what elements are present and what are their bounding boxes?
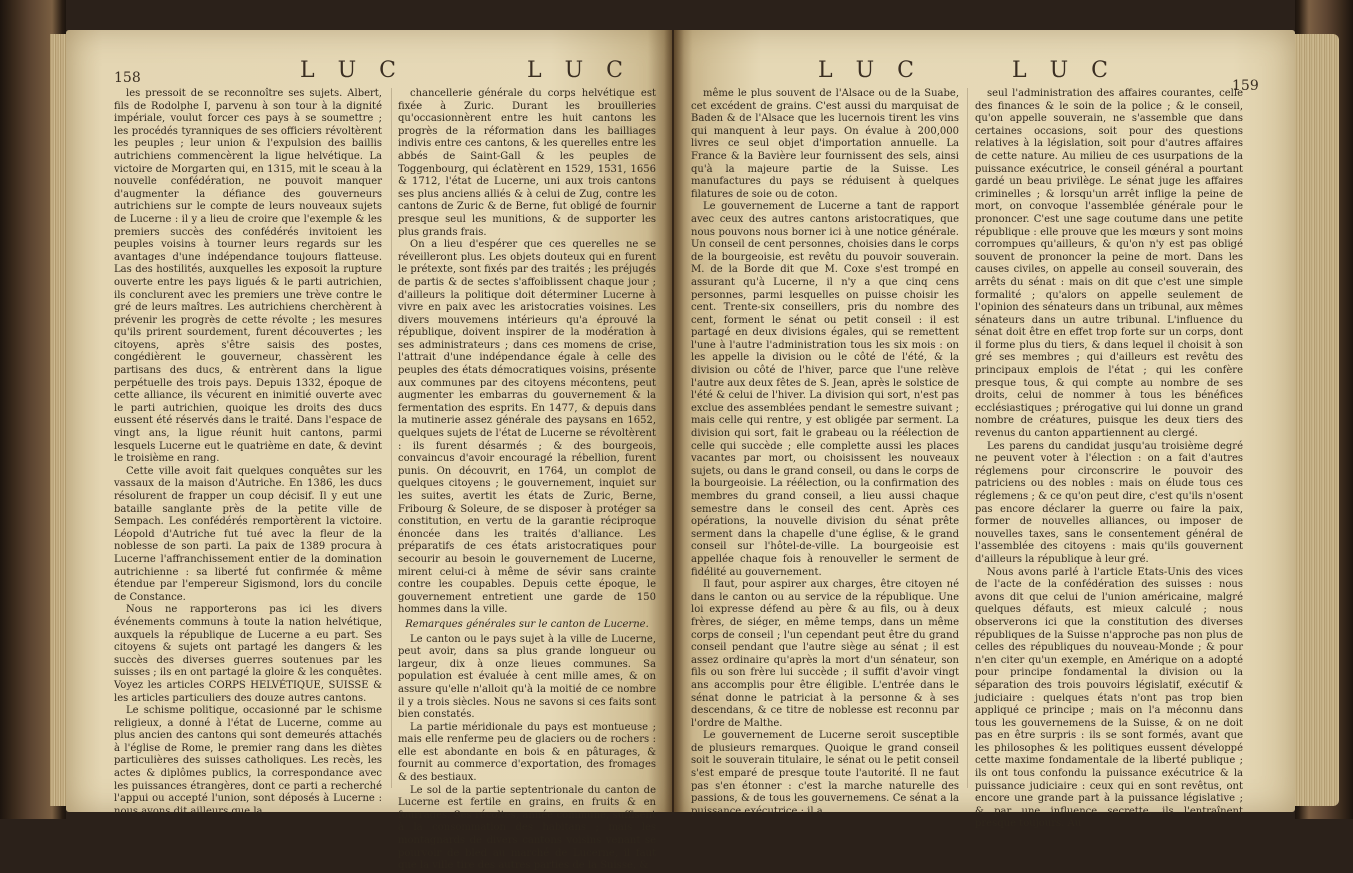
book-gutter: [664, 30, 684, 812]
paragraph: Le gouvernement de Lucerne seroit susceptible de plusieurs remarques. Quoique le grand conseil soit le souverain titulaire, le sénat ou le petit conseil s'est emparé de presque toute l'autorité. Il ne faut pas s'en étonner : c'est la marche naturelle des passions, & de tous les gouvernemens. Ce sénat a la puissance exécutrice ; il a: [691, 730, 959, 817]
paragraph: Il faut, pour aspirer aux charges, être citoyen né dans le canton ou au service de la république. Une loi expresse défend au père & au fils, ou à deux frères, de siéger, en même temps, dans un même corps de conseil ; l'un cependant peut être du grand conseil pendant que l'autre siège au sénat ; il est assez ordinaire qu'après la mort d'un sénateur, son fils ou son frère lui succède ; il suffit d'avoir vingt ans accomplis pour être éligible. L'entrée dans le sénat donne le patriciat à la personne & à ses descendans, & ce titre de noblesse est reconnu par l'ordre de Malthe.: [691, 579, 959, 729]
paragraph: chancellerie générale du corps helvétique est fixée à Zuric. Durant les brouilleries qu'occasionnèrent entre les huit cantons les progrès de la réformation dans les bailliages indivis entre ces cantons, & les querelles entre les abbés de Saint-Gall & les peuples de Toggenbourg, qui éclatèrent en 1529, 1531, 1656 & 1712, l'état de Lucerne, uni aux trois cantons ses plus anciens alliés & à celui de Zug, contre les cantons de Zuric & de Berne, fut obligé de fournir presque seul les munitions, & de supporter les plus grands frais.: [398, 88, 656, 238]
left-header-right: L U C: [527, 58, 631, 83]
paragraph: Cette ville avoit fait quelques conquêtes sur les vassaux de la maison d'Autriche. En 1386, les ducs résolurent de frapper un coup décisif. Il y eut une bataille sanglante près de la petite ville de Sempach. Les confédérés remportèrent la victoire. Léopold d'Autriche fut tué avec la fleur de la noblesse de son parti. La paix de 1389 procura à Lucerne l'affranchissement entier de la domination autrichienne : sa liberté fut confirmée & même étendue par l'empereur Sigismond, lors du concile de Constance.: [114, 465, 382, 603]
paragraph: Nous ne rapporterons pas ici les divers événements communs à toute la nation helvétique, auxquels la république de Lucerne a eu part. Ses citoyens & sujets ont partagé les dangers & les succès des diverses guerres soutenues par les suisses ; ils en ont partagé la gloire & les conquêtes. Voyez les articles CORPS HELVÉTIQUE, SUISSE & les articles particuliers des douze autres cantons.: [114, 604, 382, 704]
section-heading: Remarques générales sur le canton de Lucerne.: [405, 618, 649, 630]
column-rule: [391, 88, 392, 788]
paragraph: Nous avons parlé à l'article Etats-Unis des vices de l'acte de la confédération des suisses : nous avons dit que celui de l'union américaine, malgré quelques défauts, est mieux calculé ; nous observerons ici que la constitution des diverses républiques de la Suisse n'approche pas non plus de celles des républiques du nouveau-Monde ; & pour n'en citer qu'un exemple, en Amérique on a adopté pour principe fondamental la division ou la séparation des trois pouvoirs législatif, exécutif & judiciaire : quelques états n'ont pas trop bien appliqué ce principe ; mais on l'a méconnu dans tous les gouvernemens de la Suisse, & on ne doit pas en être surpris : ils se sont formés, avant que les philosophes & les politiques eussent développé cette maxime fondamentale de la liberté publique ; ils ont tous confondu la puissance exécutrice & la puissance judiciaire : ceux qui en sont revêtus, ont encore une grande part à la puissance législative ; & par une influence secrette, ils l'entraînent presque toujours. Au: [975, 566, 1243, 830]
paragraph: Le schisme politique, occasionné par le schisme religieux, a donné à l'état de Lucerne, comme au plus ancien des cantons qui sont demeurés attachés à l'église de Rome, le premier rang dans les diètes particulières des suisses catholiques. Les recès, les actes & diplômes publics, la correspondance avec les puissances étrangères, dont ce parti a recherché l'appui ou accepté l'union, sont déposés à Lucerne : nous avons dit ailleurs que la: [114, 705, 382, 817]
paragraph: les pressoit de se reconnoître ses sujets. Albert, fils de Rodolphe I, parvenu à son tour à la dignité impériale, voulut forcer ces pays à se soumettre ; les procédés tyranniques de ses officiers révoltèrent les peuples ; leur union & l'expulsion des baillis autrichiens commencèrent la ligue helvétique. La victoire de Morgarten qui, en 1315, mit le sceau à la nouvelle confédération, ne pouvoit manquer d'augmenter la défiance des gouverneurs autrichiens sur le compte de leurs nouveaux sujets de Lucerne : il y a lieu de croire que l'exemple & les premiers succès des confédérés invitoient les peuples voisins à tourner leurs regards sur les avantages d'une indépendance toujours flatteuse. Las des hostilités, auxquelles les exposoit la rupture ouverte entre les pays ligués & le parti autrichien, ils conclurent avec les premiers une trève contre le gré de leurs maîtres. Les autrichiens cherchèrent à prévenir les progrès de cette révolte ; les mesures qu'ils prirent sourdement, furent découvertes ; les citoyens, après s'être saisis des postes, congédièrent le gouverneur, chassèrent les partisans des ducs, & entrèrent dans la ligue perpétuelle des trois pays. Depuis 1332, époque de cette alliance, ils vécurent en inimitié ouverte avec le parti autrichien, quoique les droits des ducs eussent été réservés dans le traité. Dans l'espace de vingt ans, la ligue réunit huit cantons, parmi lesquels Lucerne eut le quatrième en date, & devint le troisième en rang.: [114, 88, 382, 465]
paragraph: Le gouvernement de Lucerne a tant de rapport avec ceux des autres cantons aristocratiques, que nous pouvons nous borner ici à une notice générale. Un conseil de cent personnes, choisies dans le corps de la bourgeoisie, est revêtu du pouvoir souverain. M. de la Borde dit que M. Coxe s'est trompé en assurant qu'à Lucerne, il n'y a que cinq cens personnes, parmi lesquelles on puisse choisir les cent. Trente-six conseillers, pris du nombre des cent, forment le sénat ou petit conseil : il est partagé en deux divisions égales, qui se remettent l'une à l'autre l'administration tous les six mois : on les appelle la division ou le côté de l'été, & la division ou côté de l'hiver, parce que l'une relève l'autre aux deux fêtes de S. Jean, après le solstice de l'été & celui de l'hiver. La division qui sort, n'est pas exclue des assemblées pendant le semestre suivant ; mais celle qui rentre, y est obligée par serment. La division qui sort, fait le grabeau ou la réélection de celle qui succède ; elle complette aussi les places vacantes par mort, ou choisissent les nouveaux sujets, ou dans le grand conseil, ou dans le corps de la bourgeoisie. La réélection, ou la confirmation des membres du grand conseil, a lieu aussi chaque semestre dans le conseil des cent. Après ces opérations, la nouvelle division du sénat prête serment dans la chapelle d'une église, & le grand conseil sur l'hôtel-de-ville. La bourgeoisie est appellée chaque fois à renouveller le serment de fidélité au gouvernement.: [691, 201, 959, 578]
page-edges-right: [1295, 34, 1339, 806]
right-header-left: L U C: [818, 58, 922, 83]
page-edges-left: [50, 34, 66, 806]
paragraph: Les parens du candidat jusqu'au troisième degré ne peuvent voter à l'élection : on a fait d'autres réglemens pour circonscrire le pouvoir des patriciens ou des nobles : mais on élude tous ces réglemens ; & ce qu'on peut dire, c'est qu'ils n'osent pas encore déclarer la guerre ou faire la paix, former de nouvelles alliances, ou imposer de nouvelles taxes, sans le consentement général de l'assemblée des citoyens : mais qu'ils gouvernent d'ailleurs la république à leur gré.: [975, 440, 1243, 565]
column-rule: [967, 88, 968, 788]
right-header-right: L U C: [1012, 58, 1116, 83]
right-column-1: [691, 88, 959, 817]
paragraph: Le sol de la partie septentrionale du canton de Lucerne est fertile en grains, en fruits & en fourrages. Ses récoltes, année commune, suffisent à la consommation des habitans ; mais les montagnards de divers cantons voisins venant se pourvoir de bled au marché de Lucerne, il faut que la ville tire des autres parties de la Suisse, &: [398, 784, 656, 872]
right-column-2: [975, 88, 1243, 830]
left-header-left: L U C: [300, 58, 404, 83]
left-column-1: [114, 88, 382, 817]
paragraph: Le canton ou le pays sujet à la ville de Lucerne, peut avoir, dans sa plus grande longueur ou largeur, dix à onze lieues communes. Sa population est évaluée à cent mille ames, & on assure qu'elle n'alloit qu'à la moitié de ce nombre il y a trois siècles. Nous ne savons si ces faits sont bien constatés.: [398, 633, 656, 721]
right-page-number: 159: [1232, 78, 1259, 94]
paragraph: seul l'administration des affaires courantes, celle des finances & le soin de la police ; & le conseil, qu'on appelle souverain, ne s'assemble que dans certaines occasions, soit pour des questions relatives à la législation, soit pour d'autres affaires de cette nature. Au milieu de ces usurpations de la puissance exécutrice, le conseil général a pourtant gardé un beau privilège. Le sénat juge les affaires criminelles ; & lorsqu'un arrêt inflige la peine de mort, on convoque l'assemblée générale pour le prononcer. C'est une sage coutume dans une petite république : elle prouve que les mœurs y sont moins corrompues qu'ailleurs, & qu'on n'y est pas obligé souvent de prononcer la peine de mort. Dans les causes civiles, on appelle au conseil souverain, des arrêts du sénat : mais on dit que c'est une simple formalité ; qu'alors on appelle seulement de l'opinion des sénateurs dans un tribunal, aux mêmes sénateurs dans un autre tribunal. L'influence du sénat doit être en effet trop forte sur un corps, dont il forme plus du tiers, & dans lequel il choisit à son gré ses membres ; qui d'ailleurs est revêtu des principaux emplois de l'état ; qui les confère presque tous, & qui compte au nombre de ses droits, celui de nommer à tous les bénéfices ecclésiastiques ; prérogative qui lui donne un grand nombre de créatures, puisque les deux tiers des revenus du canton appartiennent au clergé.: [975, 88, 1243, 440]
paragraph: On a lieu d'espérer que ces querelles ne se réveilleront plus. Les objets douteux qui en furent le prétexte, sont fixés par des traités ; les préjugés de partis & de sectes s'affoiblissent chaque jour ; d'ailleurs la politique doit déterminer Lucerne à vivre en paix avec les aristocraties voisines. Les divers mouvemens intérieurs qu'a éprouvé la république, doivent inspirer de la modération à ses administrateurs ; dans ces momens de crise, l'attrait d'une indépendance égale à celle des peuples des états démocratiques voisins, présente aux communes par des citoyens mécontens, peut augmenter les embarras du gouvernement & la fermentation des esprits. En 1477, & depuis dans la mutinerie assez générale des paysans en 1652, quelques sujets de l'état de Lucerne se révoltèrent : ils furent désarmés ; & des bourgeois, convaincus d'avoir encouragé la rébellion, furent punis. On découvrit, en 1764, un complot de quelques citoyens ; le gouvernement, inquiet sur les suites, avertit les états de Zuric, Berne, Fribourg & Soleure, de se disposer à protéger sa constitution, en vertu de la garantie réciproque énoncée dans les traités d'alliance. Les préparatifs de ces états aristocratiques pour secourir au besoin le gouvernement de Lucerne, mirent celui-ci à même de sévir sans crainte contre les coupables. Depuis cette époque, le gouvernement entretient une garde de 150 hommes dans la ville.: [398, 239, 656, 616]
left-column-2: [398, 88, 656, 872]
paragraph: même le plus souvent de l'Alsace ou de la Suabe, cet excédent de grains. C'est aussi du marquisat de Baden & de l'Alsace que les lucernois tirent les vins qui manquent à leur pays. On évalue à 200,000 livres ce seul objet d'importation annuelle. La France & la Bavière leur fournissent des sels, ainsi qu'à la majeure partie de la Suisse. Les manufactures du pays se réduisent à quelques filatures de soie ou de coton.: [691, 88, 959, 200]
left-page-number: 158: [114, 70, 141, 86]
paragraph: La partie méridionale du pays est montueuse ; mais elle renferme peu de glaciers ou de rochers : elle est abondante en bois & en pâturages, & fournit au commerce d'exportation, des fromages & des bestiaux.: [398, 721, 656, 784]
